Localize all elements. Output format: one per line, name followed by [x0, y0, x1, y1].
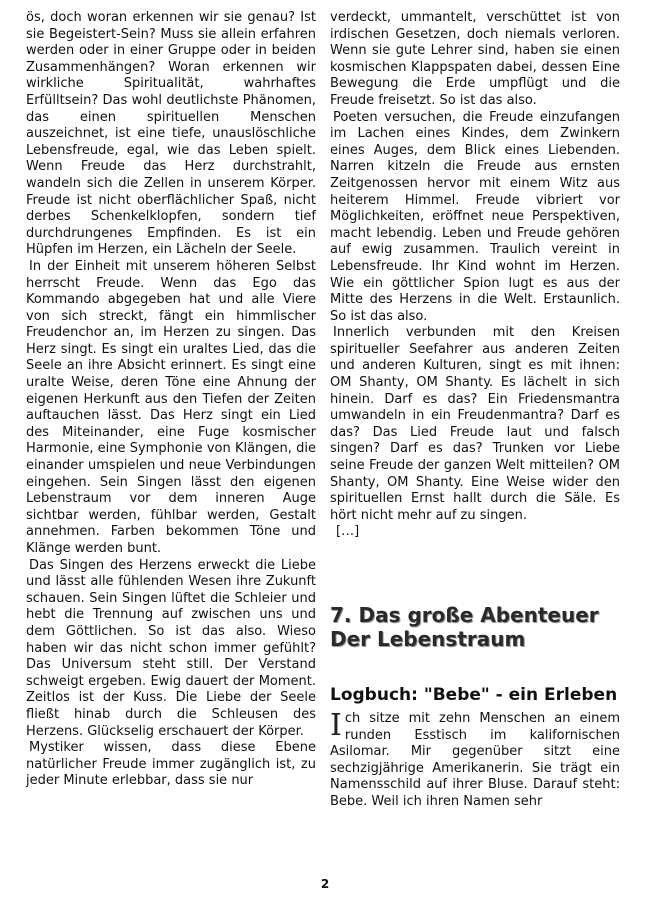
body-paragraph: Das Singen des Herzens erweckt die Liebe und lässt alle fühlenden Wesen ihre Zukunft schauen. Sein Singen lüftet die Schleier und hebt die Trennung auf zwischen uns und dem Göttlichen. So ist das also. Wieso haben wir das nicht schon immer gefühlt? Das Universum steht still. Der Verstand schweigt ergeben. Ewig dauert der Moment. Zeitlos ist der Kuss. Die Liebe der Seele fließt hinab durch die Schleusen des Herzens. Glückselig erschauert der Körper. — [26, 557, 316, 739]
section-paragraph — [330, 708, 620, 811]
body-paragraph: Innerlich verbunden mit den Kreisen spiritueller Seefahrer aus anderen Zeiten und anderen Kulturen, singt es mit ihnen: OM Shanty, OM Shanty. Es lächelt in sich hinein. Darf es das? Ein Friedensmantra umwandeln in ein Freudenmantra? Darf es das? Das Lied Freude laut und falsch singen? Darf es das? Trunken vor Liebe seine Freude der ganzen Welt mitteilen? OM Shanty, OM Shanty. Eine Weise wider den spirituellen Ernst hallt durch die Säle. Es hört nicht mehr auf zu singen. — [330, 325, 620, 523]
omission-marker: […] — [336, 524, 360, 540]
right-column — [330, 10, 620, 811]
body-paragraph: In der Einheit mit unserem höheren Selbst herrscht Freude. Wenn das Ego das Kommando abgegeben hat und alle Viere von sich streckt, fängt ein himmlischer Freudenchor an, im Herzen zu singen. Das Herz singt. Es singt ein uraltes Lied, das die Seele an ihre Absicht erinnert. Es singt eine uralte Weise, deren Töne eine Ahnung der eigenen Herkunft aus den Tiefen der Zeiten auftauchen lässt. Das Herz singt ein Lied des Miteinander, eine Fuge kosmischer Harmonie, eine Symphonie von Klängen, die einander umspielen und neue Verbindungen eingehen. Sein Singen lässt den eigenen Lebenstraum vor dem inneren Auge sichtbar werden, fühlbar werden, Gestalt annehmen. Farben bekommen Töne und Klänge werden bunt. — [26, 258, 316, 556]
body-paragraph: ös, doch woran erkennen wir sie genau? Ist sie Begeistert-Sein? Muss sie allein erfahren werden oder in einer Gruppe oder in beiden Zusammenhängen? Woran erkennen wir wirkliche Spiritualität, wahrhaftes Erfülltsein? Das wohl deutlichste Phänomen, das einen spirituellen Menschen auszeichnet, ist eine tiefe, unauslöschliche Lebensfreude, egal, wie das Leben spielt. Wenn Freude das Herz durchstrahlt, wandeln sich die Zellen in unserem Körper. Freude ist nicht oberflächlicher Spaß, nicht derbes Schenkelklopfen, sondern tief durchdrungenes Empfinden. Es ist ein Hüpfen im Herzen, ein Lächeln der Seele. — [26, 10, 316, 258]
body-paragraph: Mystiker wissen, dass diese Ebene natürlicher Freude immer zugänglich ist, zu jeder Minute erlebbar, dass sie nur — [26, 740, 316, 789]
section-title: Logbuch: "Bebe" - ein Erleben — [330, 685, 618, 705]
page-number: 2 — [320, 877, 330, 891]
chapter-title-line-1: 7. Das große Abenteuer — [330, 603, 599, 627]
drop-cap: I — [330, 708, 342, 743]
left-column — [26, 10, 316, 790]
chapter-title-line-2: Der Lebenstraum — [330, 627, 526, 651]
chapter-title — [330, 603, 620, 651]
section-paragraph-text: ch sitze mit zehn Menschen an einem runden Esstisch im kalifornischen Asilomar. Mir gegenüber sitzt eine sechzigjährige Amerikanerin. Sie trägt ein Namensschild auf ihrer Bluse. Darauf steht: Bebe. Weil ich ihren Namen sehr — [330, 711, 620, 809]
body-paragraph: verdeckt, ummantelt, verschüttet ist von irdischen Gesetzen, doch niemals verloren. Wenn sie gute Lehrer sind, haben sie einen kosmischen Klappspaten dabei, dessen Eine Bewegung die Erde umpflügt und die Freude freisetzt. So ist das also. — [330, 10, 620, 108]
body-paragraph: Poeten versuchen, die Freude einzufangen im Lachen eines Kindes, dem Zwinkern eines Auges, dem Blick eines Liebenden. Narren kitzeln die Freude aus ernsten Zeitgenossen hervor mit einem Witz aus heiterem Himmel. Freude vibriert vor Möglichkeiten, eröffnet neue Perspektiven, macht lebendig. Leben und Freude gehören auf ewig zusammen. Traulich vereint in Lebensfreude. Ihr Kind wohnt im Herzen. Wie ein göttlicher Spion lugt es aus der Mitte des Herzens in die Welt. Erstaunlich. So ist das also. — [330, 109, 620, 324]
